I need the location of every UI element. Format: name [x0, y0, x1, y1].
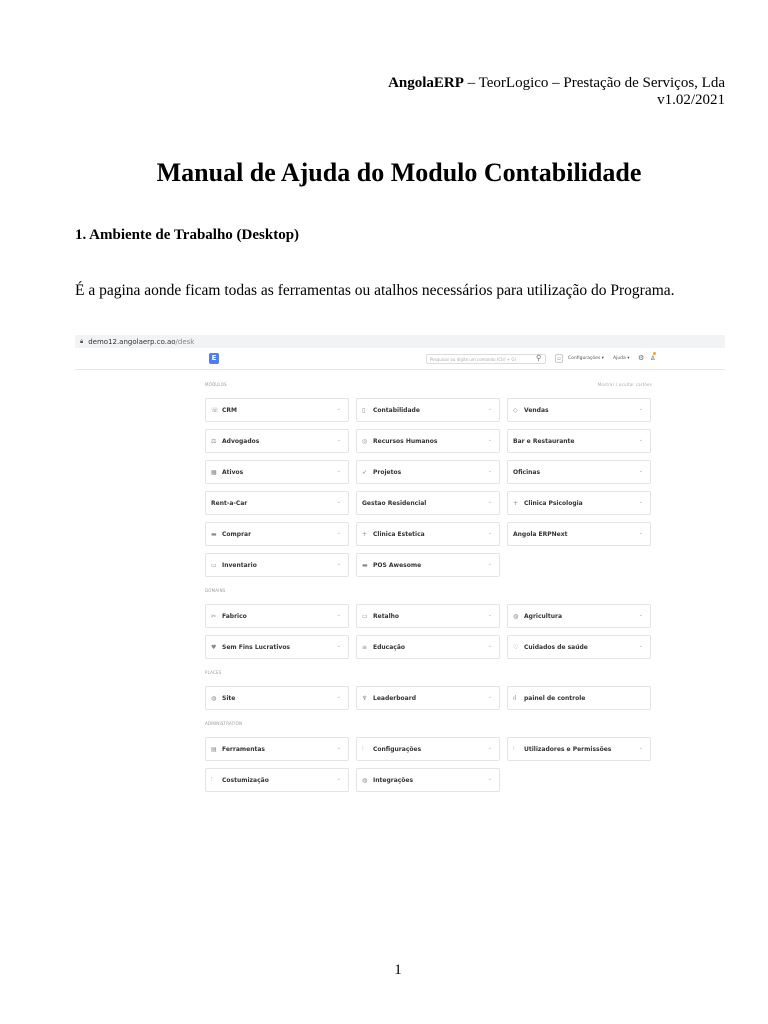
module-card[interactable]	[356, 398, 500, 422]
administration-grid	[205, 737, 652, 792]
module-card[interactable]	[356, 604, 500, 628]
module-card[interactable]	[205, 768, 349, 792]
document-header	[388, 75, 725, 109]
module-card-label: Costumização	[222, 776, 269, 784]
search-input[interactable]: Pesquisar ou digite um comando (Ctrl + G)	[426, 354, 546, 364]
modules-label: MÓDULOS Mostrar / ocultar cartões	[205, 382, 652, 387]
module-card-label: Utilizadores e Permissões	[524, 745, 612, 753]
app-navbar	[75, 348, 725, 370]
chevron-down-icon[interactable]: ⌄	[638, 643, 643, 649]
app-logo[interactable]: E	[209, 353, 219, 364]
chevron-down-icon[interactable]: ⌄	[487, 694, 492, 700]
modules-grid	[205, 398, 652, 577]
box-icon: ▭	[211, 561, 217, 569]
lock-icon: 🔒︎	[80, 337, 84, 345]
module-card-label: Contabilidade	[373, 406, 420, 414]
url-path: /desk	[175, 337, 195, 346]
calendar-icon: ▤	[211, 745, 217, 753]
chevron-down-icon[interactable]: ⌄	[638, 406, 643, 412]
company-name: AngolaERP	[388, 75, 464, 91]
education-icon: ≡	[362, 643, 368, 651]
help-menu[interactable]: Ajuda ▾	[613, 356, 630, 361]
chevron-down-icon[interactable]: ⌄	[487, 561, 492, 567]
module-card-label: Clinica Psicologia	[524, 499, 583, 507]
user-avatar[interactable]: ♙	[650, 355, 656, 362]
places-grid	[205, 686, 652, 710]
module-card-label: Site	[222, 694, 236, 702]
card-icon: ▭	[362, 612, 368, 620]
chevron-down-icon[interactable]: ⌄	[487, 776, 492, 782]
folder-icon: ▬	[362, 561, 368, 569]
module-card[interactable]	[507, 737, 651, 761]
assets-icon: ▦	[211, 468, 217, 476]
chevron-down-icon[interactable]: ⌄	[487, 406, 492, 412]
module-card[interactable]	[507, 686, 651, 710]
module-card-label: Inventario	[222, 561, 257, 569]
module-card-label: Advogados	[222, 437, 260, 445]
truck-icon: ▬	[211, 530, 217, 538]
chevron-down-icon[interactable]: ⌄	[336, 561, 341, 567]
chevron-down-icon[interactable]: ⌄	[638, 437, 643, 443]
globe-icon: ◍	[513, 612, 519, 620]
chevron-down-icon[interactable]: ⌄	[336, 643, 341, 649]
domains-grid	[205, 604, 652, 659]
module-card-label: Vendas	[524, 406, 549, 414]
url-host: demo12.angolaerp.co.ao	[88, 337, 176, 346]
module-card-label: Recursos Humanos	[373, 437, 438, 445]
module-card[interactable]	[507, 635, 651, 659]
module-card[interactable]	[507, 522, 651, 546]
chevron-down-icon[interactable]: ⌄	[336, 437, 341, 443]
module-card[interactable]	[356, 768, 500, 792]
chevron-down-icon[interactable]: ⌄	[336, 612, 341, 618]
module-card-label: Agricultura	[524, 612, 562, 620]
module-card[interactable]	[356, 491, 500, 515]
module-card[interactable]	[507, 491, 651, 515]
module-card[interactable]	[205, 491, 349, 515]
chevron-down-icon[interactable]: ⌄	[336, 406, 341, 412]
chevron-down-icon[interactable]: ⌄	[638, 468, 643, 474]
module-card[interactable]	[205, 398, 349, 422]
module-card-label: Rent-a-Car	[211, 499, 248, 507]
chevron-down-icon[interactable]: ⌄	[487, 437, 492, 443]
desktop-screenshot	[75, 335, 725, 795]
trophy-icon: ♆	[362, 694, 368, 702]
chevron-down-icon[interactable]: ⌄	[336, 530, 341, 536]
module-card-label: Configurações	[373, 745, 422, 753]
module-card-label: Bar e Restaurante	[513, 437, 575, 445]
module-card-label: Ferramentas	[222, 745, 265, 753]
settings-icon: ⫶	[362, 745, 364, 752]
module-card-label: Educação	[373, 643, 405, 651]
module-card[interactable]	[205, 460, 349, 484]
chevron-down-icon[interactable]: ⌄	[487, 499, 492, 505]
module-card[interactable]	[507, 398, 651, 422]
chevron-down-icon[interactable]: ⌄	[336, 468, 341, 474]
module-card[interactable]	[205, 553, 349, 577]
tag-icon: ◇	[513, 406, 518, 414]
chevron-down-icon[interactable]: ⌄	[487, 468, 492, 474]
module-card-label: Retalho	[373, 612, 400, 620]
chevron-down-icon[interactable]: ⌄	[336, 499, 341, 505]
module-card[interactable]	[507, 604, 651, 628]
module-card-label: Oficinas	[513, 468, 541, 476]
module-card[interactable]	[356, 429, 500, 453]
search-icon[interactable]: ⚲	[536, 354, 542, 362]
module-card-label: Gestao Residencial	[362, 499, 427, 507]
module-card-label: Integrações	[373, 776, 414, 784]
module-card-label: Projetos	[373, 468, 402, 476]
heart-icon: ♥	[211, 643, 217, 651]
chart-icon: ıl	[513, 694, 517, 702]
module-card[interactable]	[205, 635, 349, 659]
domains-label: DOMAINS	[205, 588, 226, 593]
page-title: Manual de Ajuda do Modulo Contabilidade	[156, 158, 642, 187]
chevron-down-icon[interactable]: ⌄	[638, 530, 643, 536]
health-icon: ♡	[513, 643, 519, 651]
notification-dot	[653, 352, 656, 355]
chevron-down-icon[interactable]: ⌄	[336, 745, 341, 751]
places-label: PLACES	[205, 670, 222, 675]
chevron-down-icon[interactable]: ⌄	[487, 643, 492, 649]
module-card[interactable]	[205, 737, 349, 761]
users-icon: ⫶	[513, 745, 515, 752]
version-label: v1.02/2021	[657, 92, 725, 108]
module-card-label: POS Awesome	[373, 561, 422, 569]
gavel-icon: ⚖	[211, 437, 217, 445]
module-card-label: Clinica Estetica	[373, 530, 425, 538]
rocket-icon: ➶	[362, 468, 368, 476]
module-card[interactable]	[205, 522, 349, 546]
chevron-down-icon[interactable]: ⌄	[336, 776, 341, 782]
module-card-label: Angola ERPNext	[513, 530, 568, 538]
apps-icon[interactable]: ⚙	[638, 354, 645, 362]
administration-label: ADMINISTRATION	[205, 721, 243, 726]
chevron-down-icon[interactable]: ⌄	[638, 745, 643, 751]
address-bar[interactable]	[75, 335, 725, 348]
module-card[interactable]	[356, 553, 500, 577]
module-card[interactable]	[205, 686, 349, 710]
show-hide-cards-link[interactable]: Mostrar / ocultar cartões	[597, 382, 652, 387]
module-card[interactable]	[507, 429, 651, 453]
section-heading: 1. Ambiente de Trabalho (Desktop)	[75, 227, 300, 243]
chevron-down-icon[interactable]: ⌄	[487, 745, 492, 751]
module-card-label: Cuidados de saúde	[524, 643, 588, 651]
settings-menu[interactable]: Configurações ▾	[568, 356, 604, 361]
module-card[interactable]	[356, 686, 500, 710]
hr-icon: ◎	[362, 437, 368, 445]
module-card-label: CRM	[222, 406, 237, 414]
customize-icon: ⫶	[211, 776, 213, 783]
module-card[interactable]	[356, 635, 500, 659]
intro-paragraph: É a pagina aonde ficam todas as ferramentas ou atalhos necessários para utilização do Programa.	[75, 282, 675, 299]
accounting-icon: ▯	[362, 406, 366, 414]
chevron-down-icon[interactable]: ⌄	[638, 499, 643, 505]
page-number: 1	[394, 962, 402, 978]
module-card[interactable]	[356, 522, 500, 546]
module-card-label: Leaderboard	[373, 694, 416, 702]
chevron-down-icon[interactable]: ⌄	[638, 612, 643, 618]
module-card[interactable]	[507, 460, 651, 484]
module-card[interactable]	[356, 737, 500, 761]
module-card-label: Sem Fins Lucrativos	[222, 643, 291, 651]
crm-icon: ☏	[211, 406, 219, 414]
web-icon: ◍	[211, 694, 217, 702]
notification-icon[interactable]: ▫	[555, 354, 563, 363]
module-card[interactable]	[356, 460, 500, 484]
plus-icon: +	[513, 499, 519, 507]
plus-icon: +	[362, 530, 368, 538]
chevron-down-icon[interactable]: ⌄	[487, 612, 492, 618]
link-icon: ◍	[362, 776, 368, 784]
module-card-label: Fabrico	[222, 612, 247, 620]
chevron-down-icon[interactable]: ⌄	[336, 694, 341, 700]
tools-icon: ✂	[211, 612, 217, 620]
module-card-label: Ativos	[222, 468, 244, 476]
module-card-label: Comprar	[222, 530, 252, 538]
chevron-down-icon[interactable]: ⌄	[487, 530, 492, 536]
module-card[interactable]	[205, 429, 349, 453]
module-card-label: painel de controle	[524, 694, 586, 702]
desk-content	[205, 381, 652, 792]
module-card[interactable]	[205, 604, 349, 628]
company-details: – TeorLogico – Prestação de Serviços, Lda	[463, 75, 725, 91]
